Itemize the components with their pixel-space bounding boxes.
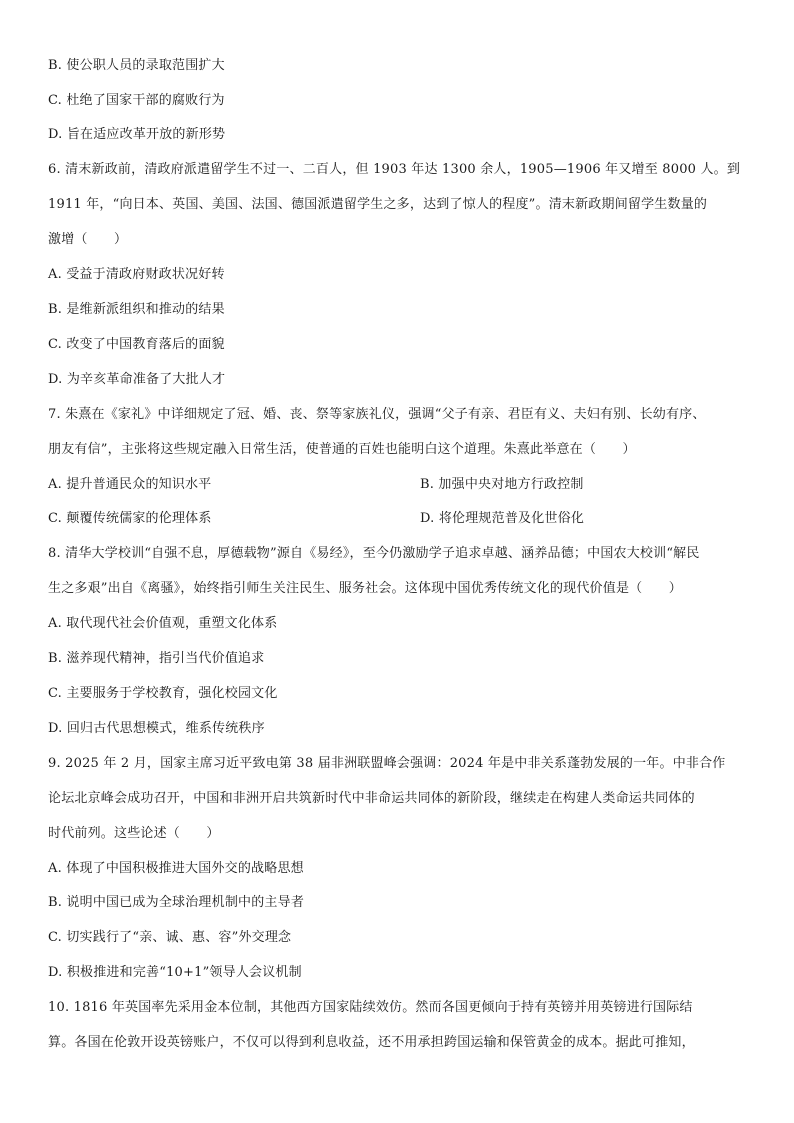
q6-option-d: D. 为辛亥革命准备了大批人才 bbox=[48, 372, 226, 387]
q9-option-b: B. 说明中国已成为全球治理机制中的主导者 bbox=[48, 895, 305, 910]
q7-option-d: D. 将伦理规范普及化世俗化 bbox=[420, 511, 585, 526]
q5-option-c: C. 杜绝了国家干部的腐败行为 bbox=[48, 93, 225, 108]
q8-stem-line-2: 生之多艰”出自《离骚》，始终指引师生关注民生、服务社会。这体现中国优秀传统文化的现代价值是（ ） bbox=[48, 581, 682, 596]
q6-stem-line-2: 1911 年，“向日本、英国、美国、法国、德国派遣留学生之多，达到了惊人的程度”。清末新政期间留学生数量的 bbox=[48, 197, 708, 212]
q8-option-b: B. 滋养现代精神，指引当代价值追求 bbox=[48, 651, 265, 666]
q7-stem-line-2: 朋友有信”，主张将这些规定融入日常生活，使普通的百姓也能明白这个道理。朱熹此举意在（ ） bbox=[48, 442, 636, 457]
q7-option-a: A. 提升普通民众的知识水平 bbox=[48, 477, 212, 492]
q7-option-b: B. 加强中央对地方行政控制 bbox=[420, 477, 584, 492]
q5-option-b: B. 使公职人员的录取范围扩大 bbox=[48, 58, 225, 73]
q7-options-row-1 bbox=[48, 475, 748, 495]
q9-option-c: C. 切实践行了“亲、诚、惠、容”外交理念 bbox=[48, 930, 292, 945]
q8-option-c: C. 主要服务于学校教育，强化校园文化 bbox=[48, 686, 278, 701]
q6-stem-line-1: 6. 清末新政前，清政府派遣留学生不过一、二百人，但 1903 年达 1300 余人，1905—1906 年又增至 8000 人。到 bbox=[48, 162, 741, 177]
q9-option-a: A. 体现了中国积极推进大国外交的战略思想 bbox=[48, 861, 304, 876]
q9-stem-line-2: 论坛北京峰会成功召开，中国和非洲开启共筑新时代中非命运共同体的新阶段，继续走在构建人类命运共同体的 bbox=[48, 791, 695, 806]
q6-option-b: B. 是维新派组织和推动的结果 bbox=[48, 302, 225, 317]
q8-option-a: A. 取代现代社会价值观，重塑文化体系 bbox=[48, 616, 278, 631]
q10-stem-line-2: 算。各国在伦敦开设英镑账户，不仅可以得到利息收益，还不用承担跨国运输和保管黄金的成本。据此可推知， bbox=[48, 1035, 695, 1050]
q6-option-c: C. 改变了中国教育落后的面貌 bbox=[48, 337, 225, 352]
q7-option-c: C. 颠覆传统儒家的伦理体系 bbox=[48, 511, 212, 526]
q9-option-d: D. 积极推进和完善“10+1”领导人会议机制 bbox=[48, 965, 302, 980]
q7-options-row-2 bbox=[48, 509, 748, 529]
q9-stem-line-3: 时代前列。这些论述（ ） bbox=[48, 826, 220, 841]
q10-stem-line-1: 10. 1816 年英国率先采用金本位制，其他西方国家陆续效仿。然而各国更倾向于持有英镑并用英镑进行国际结 bbox=[48, 1000, 693, 1015]
q8-option-d: D. 回归古代思想模式，维系传统秩序 bbox=[48, 721, 265, 736]
q6-stem-line-3: 激增（ ） bbox=[48, 232, 128, 247]
q8-stem-line-1: 8. 清华大学校训“自强不息，厚德载物”源自《易经》，至今仍激励学子追求卓越、涵养品德；中国农大校训“解民 bbox=[48, 546, 700, 561]
q6-option-a: A. 受益于清政府财政状况好转 bbox=[48, 267, 225, 282]
q7-stem-line-1: 7. 朱熹在《家礼》中详细规定了冠、婚、丧、祭等家族礼仪，强调“父子有亲、君臣有义、夫妇有别、长幼有序、 bbox=[48, 407, 706, 422]
q5-option-d: D. 旨在适应改革开放的新形势 bbox=[48, 127, 226, 142]
q9-stem-line-1: 9. 2025 年 2 月，国家主席习近平致电第 38 届非洲联盟峰会强调：2024 年是中非关系蓬勃发展的一年。中非合作 bbox=[48, 756, 726, 771]
